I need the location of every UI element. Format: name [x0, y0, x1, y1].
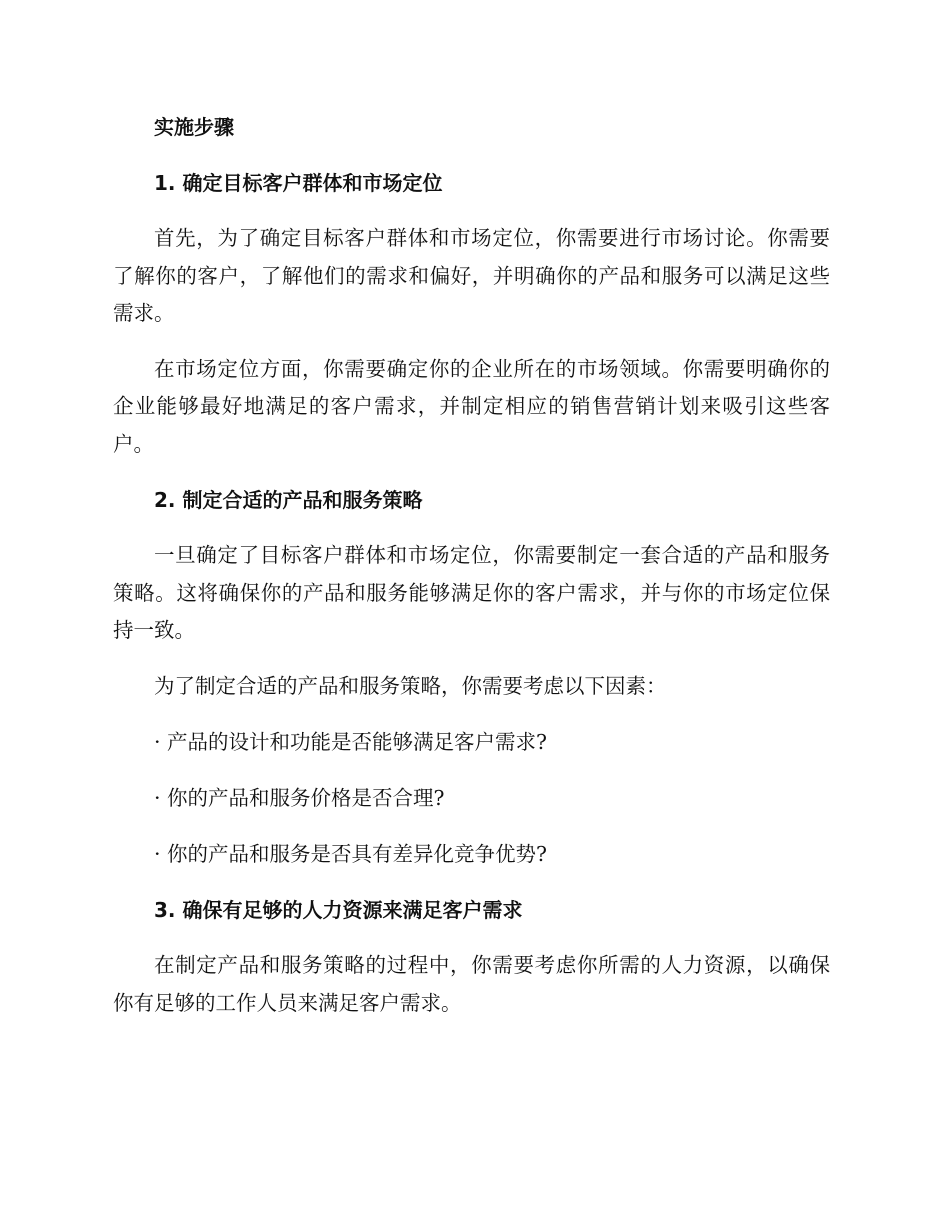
section-2-paragraph-2: 为了制定合适的产品和服务策略，你需要考虑以下因素： [154, 673, 667, 698]
section-3-paragraph-1: 在制定产品和服务策略的过程中，你需要考虑你所需的人力资源，以确保你有足够的工作人员来满足客户需求。 [113, 953, 830, 1015]
section-2-heading: 2. 制定合适的产品和服务策略 [154, 488, 423, 512]
section-1-paragraph-2: 在市场定位方面，你需要确定你的企业所在的市场领域。你需要明确你的企业能够最好地满足的客户需求，并制定相应的销售营销计划来吸引这些客户。 [113, 356, 830, 456]
document-title: 实施步骤 [154, 115, 234, 139]
section-2-paragraph-1: 一旦确定了目标客户群体和市场定位，你需要制定一套合适的产品和服务策略。这将确保你的产品和服务能够满足你的客户需求，并与你的市场定位保持一致。 [113, 543, 830, 642]
section-1-paragraph-1: 首先，为了确定目标客户群体和市场定位，你需要进行市场讨论。你需要了解你的客户，了解他们的需求和偏好，并明确你的产品和服务可以满足这些需求。 [113, 226, 830, 325]
bullet-item: · 你的产品和服务价格是否合理? [154, 786, 445, 810]
section-3-heading: 3. 确保有足够的人力资源来满足客户需求 [154, 898, 523, 922]
section-1-heading: 1. 确定目标客户群体和市场定位 [154, 171, 443, 195]
document-page [113, 108, 830, 1040]
bullet-item: · 你的产品和服务是否具有差异化竞争优势? [154, 842, 548, 866]
bullet-item: · 产品的设计和功能是否能够满足客户需求? [154, 730, 548, 754]
